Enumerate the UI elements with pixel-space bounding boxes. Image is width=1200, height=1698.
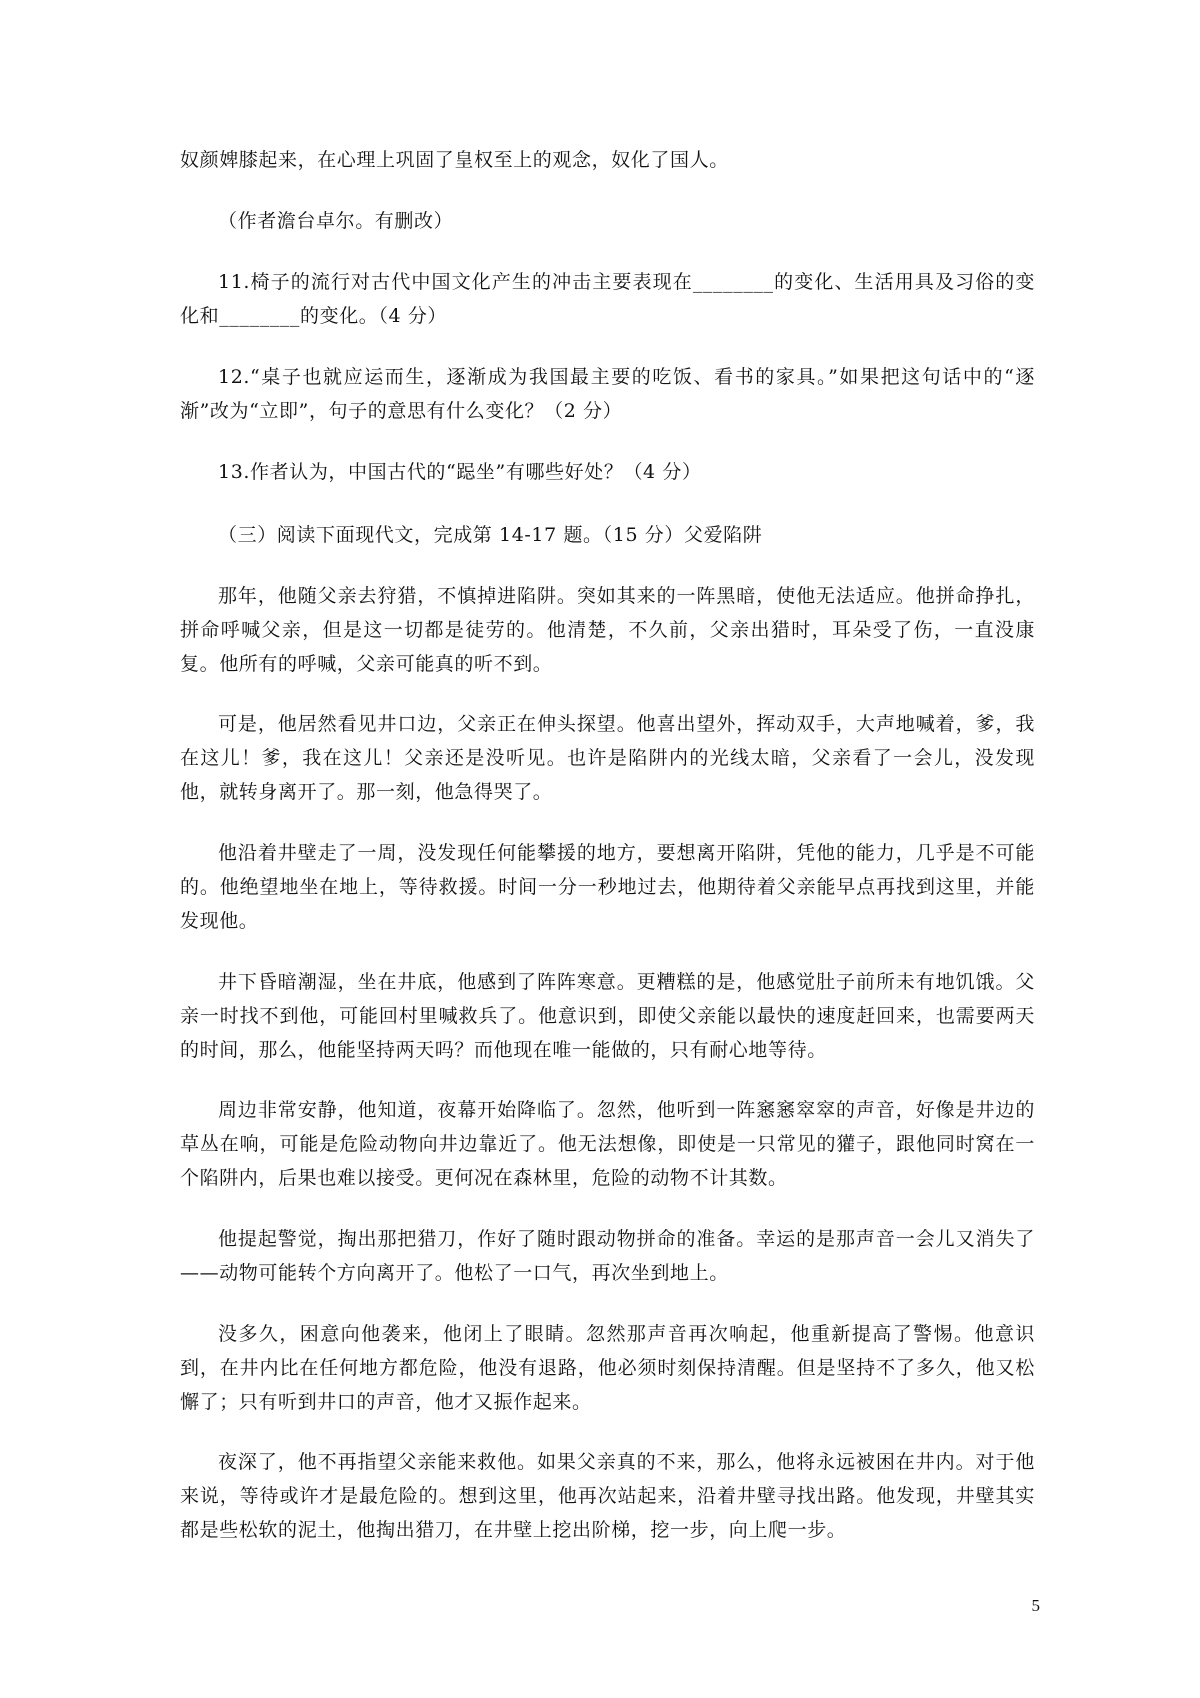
story-paragraph-8: 夜深了，他不再指望父亲能来救他。如果父亲真的不来，那么，他将永远被困在井内。对于他来说，等待或许才是最危险的。想到这里，他再次站起来，沿着井壁寻找出路。他发现，井壁其实都是些松软的泥土，他掏出猎刀，在井壁上挖出阶梯，挖一步，向上爬一步。 bbox=[180, 1451, 1035, 1541]
page-number: 5 bbox=[1031, 1596, 1040, 1615]
story-paragraph-2: 可是，他居然看见井口边，父亲正在伸头探望。他喜出望外，挥动双手，大声地喊着，爹，我在这儿！爹，我在这儿！父亲还是没听见。也许是陷阱内的光线太暗，父亲看了一会儿，没发现他，就转身离开了。那一刻，他急得哭了。 bbox=[180, 713, 1035, 803]
question-12: 12.“桌子也就应运而生，逐渐成为我国最主要的吃饭、看书的家具。”如果把这句话中的“逐渐”改为“立即”，句子的意思有什么变化？（2 分） bbox=[180, 366, 1035, 422]
story-paragraph-1: 那年，他随父亲去狩猎，不慎掉进陷阱。突如其来的一阵黑暗，使他无法适应。他拼命挣扎，拼命呼喊父亲，但是这一切都是徒劳的。他清楚，不久前，父亲出猎时，耳朵受了伤，一直没康复。他所有的呼喊，父亲可能真的听不到。 bbox=[180, 585, 1035, 675]
story-paragraph-7: 没多久，困意向他袭来，他闭上了眼睛。忽然那声音再次响起，他重新提高了警惕。他意识到，在井内比在任何地方都危险，他没有退路，他必须时刻保持清醒。但是坚持不了多久，他又松懈了；只有听到井口的声音，他才又振作起来。 bbox=[180, 1323, 1035, 1413]
story-paragraph-6: 他提起警觉，掏出那把猎刀，作好了随时跟动物拼命的准备。幸运的是那声音一会儿又消失了——动物可能转个方向离开了。他松了一口气，再次坐到地上。 bbox=[180, 1228, 1035, 1284]
section-heading: （三）阅读下面现代文，完成第 14-17 题。（15 分）父爱陷阱 bbox=[218, 524, 763, 546]
paragraph-continuation: 奴颜婢膝起来，在心理上巩固了皇权至上的观念，奴化了国人。 bbox=[180, 149, 729, 171]
story-paragraph-3: 他沿着井壁走了一周，没发现任何能攀援的地方，要想离开陷阱，凭他的能力，几乎是不可能的。他绝望地坐在地上，等待救援。时间一分一秒地过去，他期待着父亲能早点再找到这里，并能发现他。 bbox=[180, 842, 1035, 932]
question-13: 13.作者认为，中国古代的“跽坐”有哪些好处？（4 分） bbox=[218, 461, 702, 483]
story-paragraph-4: 井下昏暗潮湿，坐在井底，他感到了阵阵寒意。更糟糕的是，他感觉肚子前所未有地饥饿。父亲一时找不到他，可能回村里喊救兵了。他意识到，即使父亲能以最快的速度赶回来，也需要两天的时间，那么，他能坚持两天吗？而他现在唯一能做的，只有耐心地等待。 bbox=[180, 971, 1035, 1061]
question-11: 11.椅子的流行对古代中国文化产生的冲击主要表现在________的变化、生活用具及习俗的变化和________的变化。（4 分） bbox=[180, 271, 1035, 327]
story-paragraph-5: 周边非常安静，他知道，夜幕开始降临了。忽然，他听到一阵窸窸窣窣的声音，好像是井边的草丛在响，可能是危险动物向井边靠近了。他无法想像，即使是一只常见的獾子，跟他同时窝在一个陷阱内，后果也难以接受。更何况在森林里，危险的动物不计其数。 bbox=[180, 1099, 1035, 1189]
source-attribution: （作者澹台卓尔。有删改） bbox=[218, 210, 454, 232]
